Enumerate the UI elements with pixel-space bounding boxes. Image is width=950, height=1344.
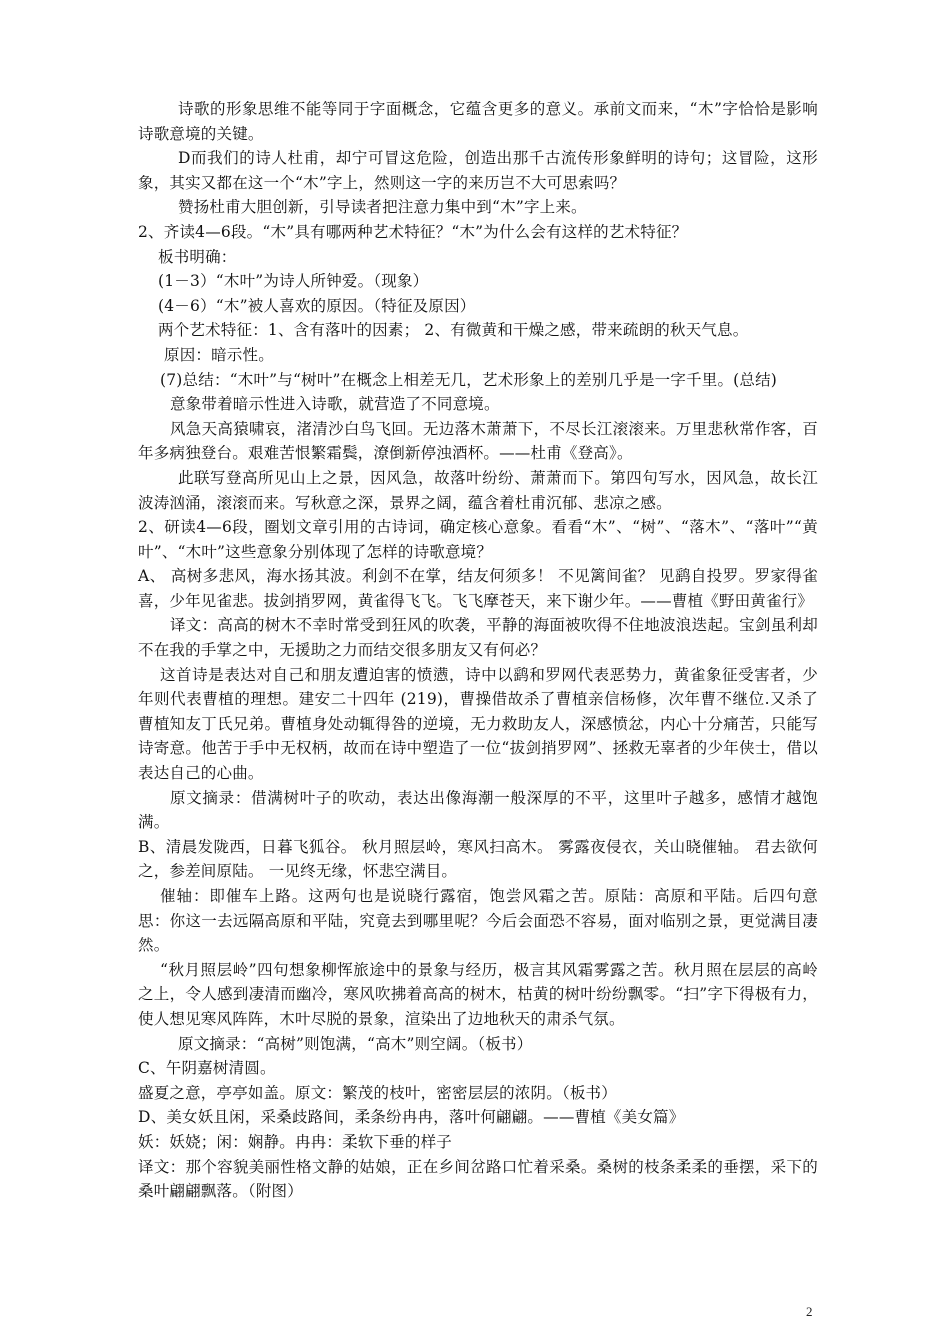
question-heading: 2、研读4—6段，圈划文章引用的古诗词，确定核心意象。看看“木”、“树”、“落木”、“落叶”“黄叶”、“木叶”这些意象分别体现了怎样的诗歌意境？ (138, 518, 818, 561)
paragraph: D而我们的诗人杜甫，却宁可冒这危险，创造出那千古流传形象鲜明的诗句；这冒险，这形象，其实又都在这一个“木”字上，然则这一字的来历岂不大可思索吗？ (138, 149, 818, 192)
paragraph: 此联写登高所见山上之景，因风急，故落叶纷纷、萧萧而下。第四句写水，因风急，故长江波涛汹涌，滚滚而来。写秋意之深，景界之阔，蕴含着杜甫沉郁、悲凉之感。 (138, 468, 818, 512)
paragraph: 板书明确： (158, 247, 237, 266)
paragraph: 原文摘录：借满树叶子的吹动，表达出像海潮一般深厚的不平，这里叶子越多，感情才越饱满。 (138, 788, 818, 832)
question-heading: 2、齐读4—6段。“木”具有哪两种艺术特征？“木”为什么会有这样的艺术特征？ (138, 222, 688, 241)
paragraph: 意象带着暗示性进入诗歌，就营造了不同意境。 (170, 395, 500, 414)
poem-quote: B、清晨发陇西，日暮飞狐谷。 秋月照层岭，寒风扫高木。 雾露夜侵衣，关山晓催轴。 君去欲何之，参差间原陆。 一见终无缘，怀悲空满目。 (138, 837, 818, 881)
poem-quote: D、美女妖且闲，采桑歧路间，柔条纷冉冉，落叶何翩翩。——曹植《美女篇》 (138, 1108, 685, 1127)
poem-quote: A、 高树多悲风，海水扬其波。利剑不在掌，结友何须多！ 不见篱间雀？ 见鹞自投罗。罗家得雀喜，少年见雀悲。拔剑捎罗网，黄雀得飞飞。飞飞摩苍天，来下谢少年。——曹植《野田黄雀行》 (138, 567, 818, 610)
paragraph: 妖：妖娆；闲：娴静。冉冉：柔软下垂的样子 (138, 1132, 453, 1151)
paragraph: 盛夏之意，亭亭如盖。原文：繁茂的枝叶，密密层层的浓阴。（板书） (138, 1083, 617, 1102)
paragraph: 原因：暗示性。 (164, 345, 274, 364)
paragraph: 两个艺术特征：1、含有落叶的因素； 2、有微黄和干燥之感，带来疏朗的秋天气息。 (158, 321, 749, 340)
page-number: 2 (806, 1304, 813, 1319)
paragraph: 译文：高高的树木不幸时常受到狂风的吹袭，平静的海面被吹得不住地波浪迭起。宝剑虽利却不在我的手掌之中，无援助之力而结交很多朋友又有何必？ (138, 616, 818, 660)
poem-quote: C、午阴嘉树清圆。 (138, 1059, 276, 1078)
paragraph: 译文：那个容貌美丽性格文静的姑娘，正在乡间岔路口忙着采桑。桑树的枝条柔柔的垂摆，采下的桑叶翩翩飘落。（附图） (138, 1157, 818, 1201)
paragraph: 赞扬杜甫大胆创新，引导读者把注意力集中到“木”字上来。 (178, 198, 587, 217)
paragraph: “秋月照层岭”四句想象柳恽旅途中的景象与经历，极言其风霜雾露之苦。秋月照在层层的高岭之上，令人感到凄清而幽冷，寒风吹拂着高高的树木，枯黄的树叶纷纷飘零。“扫”字下得极有力，使人想见寒风阵阵，木叶尽脱的景象，渲染出了边地秋天的肃杀气氛。 (138, 960, 818, 1028)
paragraph: 诗歌的形象思维不能等同于字面概念，它蕴含更多的意义。承前文而来，“木”字恰恰是影响诗歌意境的关键。 (138, 100, 818, 143)
paragraph: 催轴：即催车上路。这两句也是说晓行露宿，饱尝风霜之苦。原陆：高原和平陆。后四句意思：你这一去远隔高原和平陆，究竟去到哪里呢？今后会面恐不容易，面对临别之景，更觉满目凄然。 (138, 887, 818, 955)
body-text (138, 97, 818, 1204)
paragraph: (4－6）“木”被人喜欢的原因。（特征及原因） (158, 296, 476, 315)
paragraph: (7)总结：“木叶”与“树叶”在概念上相差无几，艺术形象上的差别几乎是一字千里。(总结) (160, 370, 778, 389)
poem-quote: 风急天高猿啸哀，渚清沙白鸟飞回。无边落木萧萧下，不尽长江滚滚来。万里悲秋常作客，百年多病独登台。艰难苦恨繁霜鬓，潦倒新停浊酒杯。——杜甫《登高》。 (138, 419, 818, 463)
paragraph: 原文摘录：“高树”则饱满，“高木”则空阔。（板书） (178, 1034, 533, 1053)
paragraph: (1－3）“木叶”为诗人所钟爱。（现象） (158, 272, 429, 291)
paragraph: 这首诗是表达对自己和朋友遭迫害的愤懑，诗中以鹞和罗网代表恶势力，黄雀象征受害者，少年则代表曹植的理想。建安二十四年 (219)，曹操借故杀了曹植亲信杨修，次年曹不继位.又杀了曹植知友丁氏兄弟。曹植身处动辄得咎的逆境，无力救助友人，深感愤忿，内心十分痛苦，只能写诗寄意。他苦于手中无权柄，故而在诗中塑造了一位“拔剑捎罗网”、拯救无辜者的少年侠士，借以表达自己的心曲。 (138, 665, 818, 783)
